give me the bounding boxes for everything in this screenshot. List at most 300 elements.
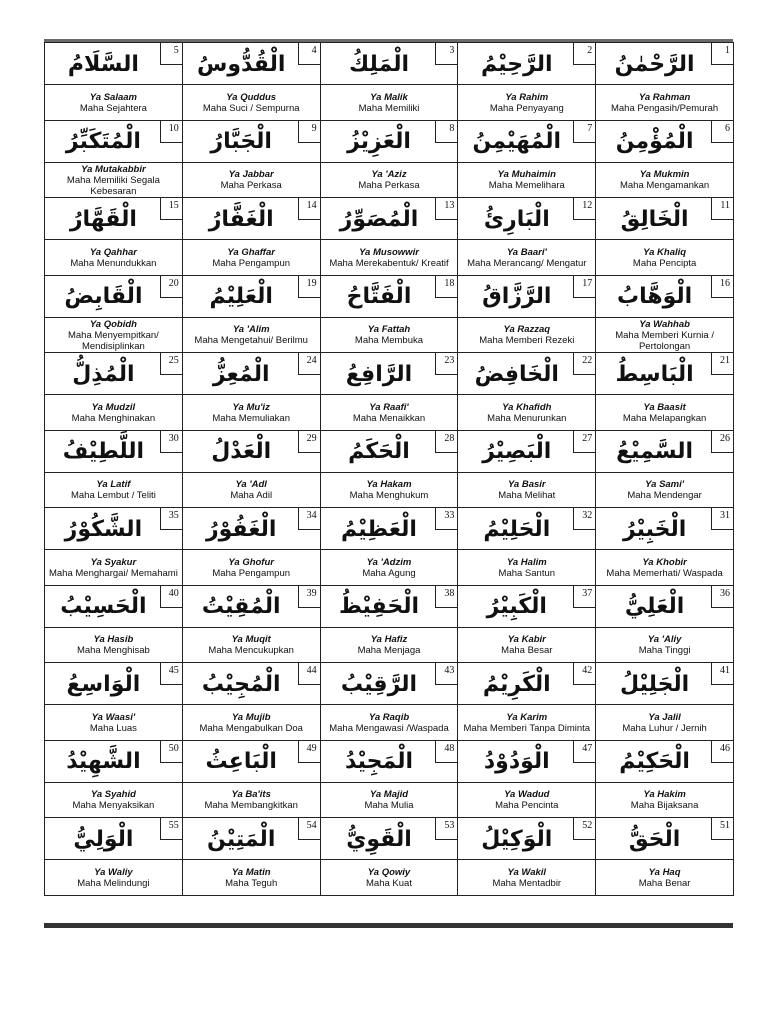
latin-name: Ya Khaliq <box>643 246 687 258</box>
arabic-box <box>458 353 595 395</box>
name-number: 29 <box>298 431 320 453</box>
name-cell <box>458 741 596 819</box>
arabic-box <box>45 431 182 473</box>
latin-name: Ya Karim <box>506 711 548 723</box>
arabic-box <box>458 198 595 240</box>
meaning-text: Maha Menurunkan <box>487 412 567 424</box>
translation-block <box>458 319 595 353</box>
arabic-box <box>45 43 182 85</box>
arabic-box <box>596 586 733 628</box>
name-number: 51 <box>711 818 733 840</box>
name-number: 25 <box>160 353 182 375</box>
translation-block <box>183 241 320 275</box>
name-number: 54 <box>298 818 320 840</box>
arabic-name: الشَّهِيْدُ <box>66 749 141 774</box>
latin-name: Ya Baasit <box>643 401 686 413</box>
meaning-text: Maha Teguh <box>225 877 278 889</box>
name-cell <box>45 663 183 741</box>
meaning-text: Maha Lembut / Teliti <box>70 490 156 502</box>
latin-name: Ya 'Alim <box>232 324 270 336</box>
arabic-name: الْعَدْلُ <box>211 439 272 464</box>
translation-block <box>458 86 595 120</box>
translation-block <box>321 396 458 430</box>
name-number: 53 <box>435 818 457 840</box>
meaning-text: Maha Memiliki Segala Kebesaran <box>66 174 160 197</box>
meaning-text: Maha Membuka <box>354 335 424 347</box>
latin-name: Ya Qobidh <box>89 318 137 330</box>
name-cell <box>458 586 596 664</box>
latin-name: Ya Quddus <box>226 91 277 103</box>
latin-name: Ya Sami' <box>645 479 685 491</box>
name-number: 21 <box>711 353 733 375</box>
latin-name: Ya Haq <box>648 866 681 878</box>
name-cell <box>458 198 596 276</box>
name-number: 8 <box>435 121 457 143</box>
translation-block <box>596 164 733 198</box>
name-cell <box>321 508 459 586</box>
name-number: 50 <box>160 741 182 763</box>
translation-block <box>183 629 320 663</box>
arabic-box <box>45 198 182 240</box>
name-cell <box>183 586 321 664</box>
meaning-text: Maha Memberi Rezeki <box>479 335 575 347</box>
arabic-name: الْبَاعِثُ <box>205 749 277 774</box>
name-cell <box>183 663 321 741</box>
meaning-text: Maha Mentadbir <box>492 877 562 889</box>
name-number: 7 <box>573 121 595 143</box>
meaning-text: Maha Luhur / Jernih <box>622 722 707 734</box>
name-number: 31 <box>711 508 733 530</box>
latin-name: Ya Jalil <box>648 711 681 723</box>
name-number: 43 <box>435 663 457 685</box>
arabic-box <box>183 818 320 860</box>
translation-block <box>596 784 733 818</box>
name-number: 42 <box>573 663 595 685</box>
arabic-name: الْمَلِكُ <box>348 51 410 77</box>
meaning-text: Maha Memelihara <box>488 180 565 192</box>
name-cell <box>321 663 459 741</box>
latin-name: Ya Baari' <box>506 246 547 258</box>
arabic-name: الْمُذِلُّ <box>72 361 135 387</box>
arabic-name: الْحَكِيْمُ <box>619 749 690 774</box>
translation-block <box>321 706 458 740</box>
arabic-name: الْمُعِزُّ <box>212 361 270 387</box>
translation-block <box>45 164 182 198</box>
latin-name: Ya Wadud <box>504 789 550 801</box>
translation-block <box>45 396 182 430</box>
latin-name: Ya Ba'its <box>231 789 271 801</box>
name-number: 44 <box>298 663 320 685</box>
arabic-name: الْوَلِيُّ <box>73 826 134 852</box>
translation-block <box>45 629 182 663</box>
translation-block <box>183 706 320 740</box>
arabic-box <box>321 663 458 705</box>
meaning-text: Maha Besar <box>501 645 553 657</box>
latin-name: Ya Salaam <box>89 91 137 103</box>
arabic-name: الْبَارِئُ <box>483 206 550 232</box>
arabic-box <box>458 663 595 705</box>
latin-name: Ya Mutakabbir <box>81 163 146 175</box>
name-cell <box>321 586 459 664</box>
arabic-name: السَّلَامُ <box>67 51 139 77</box>
latin-name: Ya Basir <box>507 479 546 491</box>
meaning-text: Maha Melindungi <box>77 877 150 889</box>
name-number: 16 <box>711 276 733 298</box>
name-cell <box>45 43 183 121</box>
name-number: 46 <box>711 741 733 763</box>
name-cell <box>183 43 321 121</box>
name-cell <box>183 741 321 819</box>
name-number: 28 <box>435 431 457 453</box>
arabic-name: الْخَافِضُ <box>474 361 559 387</box>
arabic-box <box>321 43 458 85</box>
meaning-text: Maha Mulia <box>364 800 414 812</box>
name-cell <box>45 508 183 586</box>
meaning-text: Maha Membangkitkan <box>204 800 298 812</box>
arabic-name: الْقَوِيُّ <box>346 826 412 852</box>
name-cell <box>321 431 459 509</box>
name-number: 33 <box>435 508 457 530</box>
arabic-name: السَّمِيْعُ <box>616 439 694 464</box>
translation-block <box>321 319 458 353</box>
translation-block <box>321 629 458 663</box>
arabic-box <box>321 121 458 163</box>
meaning-text: Maha Menaikkan <box>352 412 426 424</box>
latin-name: Ya Hafiz <box>370 634 408 646</box>
meaning-text: Maha Benar <box>638 877 691 889</box>
arabic-name: الْحَفِيْظُ <box>338 594 420 619</box>
arabic-name: الْوَهَّابُ <box>616 284 693 309</box>
meaning-text: Maha Menghisab <box>76 645 150 657</box>
meaning-text: Maha Pengampun <box>212 257 291 269</box>
meaning-text: Maha Mengamankan <box>619 180 710 192</box>
name-cell <box>458 43 596 121</box>
arabic-name: الْمَتِيْنُ <box>207 826 276 852</box>
arabic-name: الْمَجِيْدُ <box>344 749 414 774</box>
arabic-name: الْبَاسِطُ <box>615 361 694 387</box>
translation-block <box>183 474 320 508</box>
arabic-name: الرَّحْمٰنُ <box>614 51 695 77</box>
arabic-box <box>321 276 458 318</box>
meaning-text: Maha Pencipta <box>632 257 697 269</box>
name-cell <box>45 198 183 276</box>
translation-block <box>183 396 320 430</box>
arabic-name: الْقَهَّارُ <box>69 206 137 232</box>
name-number: 12 <box>573 198 595 220</box>
translation-block <box>321 241 458 275</box>
name-cell <box>45 276 183 354</box>
name-cell <box>596 663 734 741</box>
meaning-text: Maha Adil <box>230 490 273 502</box>
meaning-text: Maha Menghukum <box>349 490 429 502</box>
arabic-name: اللَّطِيْفُ <box>62 439 145 464</box>
arabic-name: الْوَاسِعُ <box>66 671 141 697</box>
arabic-name: الْحَكَمُ <box>348 439 410 464</box>
name-cell <box>596 353 734 431</box>
name-cell <box>596 741 734 819</box>
name-cell <box>45 121 183 199</box>
meaning-text: Maha Memberi Kurnia / Pertolongan <box>615 329 714 352</box>
latin-name: Ya Qahhar <box>89 246 137 258</box>
latin-name: Ya Halim <box>506 556 547 568</box>
arabic-name: الْفَتَّاحُ <box>346 284 412 309</box>
name-number: 35 <box>160 508 182 530</box>
arabic-box <box>321 198 458 240</box>
latin-name: Ya Mu'iz <box>232 401 270 413</box>
latin-name: Ya Kabir <box>507 634 546 646</box>
translation-block <box>596 474 733 508</box>
arabic-name: الْخَالِقُ <box>620 206 689 232</box>
name-number: 6 <box>711 121 733 143</box>
translation-block <box>458 241 595 275</box>
name-number: 5 <box>160 43 182 65</box>
arabic-box <box>458 43 595 85</box>
arabic-box <box>183 276 320 318</box>
latin-name: Ya Razzaq <box>503 324 551 336</box>
arabic-name: الْمُجِيْبُ <box>201 671 281 697</box>
meaning-text: Maha Luas <box>89 722 137 734</box>
arabic-box <box>596 663 733 705</box>
arabic-box <box>183 43 320 85</box>
arabic-box <box>596 198 733 240</box>
latin-name: Ya Syakur <box>90 556 137 568</box>
name-cell <box>458 818 596 896</box>
name-number: 45 <box>160 663 182 685</box>
arabic-box <box>183 663 320 705</box>
meaning-text: Maha Kuat <box>366 877 412 889</box>
arabic-box <box>458 121 595 163</box>
name-cell <box>596 121 734 199</box>
name-number: 38 <box>435 586 457 608</box>
latin-name: Ya Muhaimin <box>497 169 556 181</box>
arabic-name: الْمُقِيْتُ <box>201 594 281 619</box>
arabic-box <box>596 431 733 473</box>
arabic-box <box>183 121 320 163</box>
latin-name: Ya Fattah <box>367 324 411 336</box>
arabic-box <box>45 741 182 783</box>
translation-block <box>321 86 458 120</box>
arabic-name: الْمُتَكَبِّرُ <box>65 129 141 154</box>
meaning-text: Maha Santun <box>498 567 556 579</box>
arabic-name: الْقَابِضُ <box>64 284 143 309</box>
name-number: 48 <box>435 741 457 763</box>
meaning-text: Maha Mengabulkan Doa <box>199 722 303 734</box>
arabic-name: الْحَلِيْمُ <box>483 516 551 542</box>
name-number: 19 <box>298 276 320 298</box>
translation-block <box>45 861 182 895</box>
name-cell <box>321 43 459 121</box>
name-number: 10 <box>160 121 182 143</box>
latin-name: Ya 'Adzim <box>366 556 412 568</box>
translation-block <box>183 861 320 895</box>
translation-block <box>596 396 733 430</box>
arabic-box <box>183 353 320 395</box>
latin-name: Ya Latif <box>96 479 131 491</box>
latin-name: Ya Raqib <box>368 711 410 723</box>
translation-block <box>596 241 733 275</box>
latin-name: Ya Wahhab <box>639 318 690 330</box>
arabic-box <box>45 663 182 705</box>
name-cell <box>458 276 596 354</box>
name-cell <box>596 431 734 509</box>
latin-name: Ya Muqit <box>231 634 271 646</box>
name-cell <box>596 43 734 121</box>
latin-name: Ya Ghaffar <box>227 246 275 258</box>
arabic-box <box>183 431 320 473</box>
meaning-text: Maha Tinggi <box>638 645 691 657</box>
translation-block <box>458 474 595 508</box>
arabic-box <box>458 276 595 318</box>
meaning-text: Maha Mencukupkan <box>208 645 294 657</box>
name-number: 1 <box>711 43 733 65</box>
arabic-box <box>321 818 458 860</box>
arabic-name: الْمُصَوِّرُ <box>339 206 419 232</box>
arabic-name: الرَّزَّاقُ <box>482 284 552 309</box>
arabic-name: الْجَلِيْلُ <box>619 671 690 697</box>
arabic-name: الْعَزِيْزُ <box>347 129 411 154</box>
meaning-text: Maha Suci / Sempurna <box>202 102 300 114</box>
arabic-name: الْحَسِيْبُ <box>60 594 147 619</box>
name-cell <box>321 818 459 896</box>
name-number: 24 <box>298 353 320 375</box>
name-cell <box>321 276 459 354</box>
translation-block <box>183 319 320 353</box>
name-cell <box>596 586 734 664</box>
arabic-box <box>458 741 595 783</box>
translation-block <box>45 474 182 508</box>
name-number: 18 <box>435 276 457 298</box>
arabic-box <box>321 741 458 783</box>
arabic-box <box>596 276 733 318</box>
latin-name: Ya Jabbar <box>228 169 274 181</box>
arabic-box <box>596 43 733 85</box>
meaning-text: Maha Menundukkan <box>70 257 157 269</box>
arabic-name: الرَّافِعُ <box>345 361 413 387</box>
translation-block <box>321 474 458 508</box>
translation-block <box>458 551 595 585</box>
arabic-name: الْغَفَّارُ <box>208 206 274 232</box>
name-number: 27 <box>573 431 595 453</box>
arabic-box <box>458 818 595 860</box>
meaning-text: Maha Pengasih/Pemurah <box>610 102 719 114</box>
latin-name: Ya Mudzil <box>91 401 136 413</box>
translation-block <box>596 706 733 740</box>
latin-name: Ya Khafidh <box>502 401 552 413</box>
arabic-name: الْجَبَّارُ <box>210 129 272 154</box>
latin-name: Ya 'Adl <box>235 479 267 491</box>
arabic-box <box>321 353 458 395</box>
name-cell <box>596 276 734 354</box>
latin-name: Ya Raafi' <box>369 401 409 413</box>
translation-block <box>183 164 320 198</box>
arabic-name: الْكَرِيْمُ <box>482 671 551 697</box>
latin-name: Ya Majid <box>369 789 409 801</box>
name-number: 47 <box>573 741 595 763</box>
latin-name: Ya 'Aziz <box>371 169 407 181</box>
latin-name: Ya Ghofur <box>228 556 274 568</box>
name-cell <box>458 353 596 431</box>
name-number: 9 <box>298 121 320 143</box>
translation-block <box>321 551 458 585</box>
meaning-text: Maha Bijaksana <box>630 800 699 812</box>
name-number: 30 <box>160 431 182 453</box>
latin-name: Ya Rahim <box>505 91 549 103</box>
meaning-text: Maha Menyempitkan/ Mendisiplinkan <box>67 329 159 352</box>
meaning-text: Maha Sejahtera <box>79 102 147 114</box>
name-cell <box>458 663 596 741</box>
name-number: 11 <box>711 198 733 220</box>
name-cell <box>45 353 183 431</box>
name-number: 49 <box>298 741 320 763</box>
name-cell <box>183 198 321 276</box>
name-number: 22 <box>573 353 595 375</box>
arabic-name: الْمُؤْمِنُ <box>615 129 694 154</box>
latin-name: Ya Hakam <box>366 479 412 491</box>
name-number: 13 <box>435 198 457 220</box>
meaning-text: Maha Melihat <box>498 490 556 502</box>
meaning-text: Maha Menghinakan <box>71 412 156 424</box>
name-number: 26 <box>711 431 733 453</box>
arabic-name: الْعَلِيُّ <box>624 594 685 619</box>
name-number: 14 <box>298 198 320 220</box>
latin-name: Ya Hasib <box>93 634 134 646</box>
arabic-name: الْخَبِيْرُ <box>622 516 687 542</box>
arabic-box <box>596 121 733 163</box>
name-cell <box>183 276 321 354</box>
latin-name: Ya Waasi' <box>91 711 136 723</box>
name-number: 3 <box>435 43 457 65</box>
name-cell <box>458 508 596 586</box>
name-cell <box>596 198 734 276</box>
meaning-text: Maha Mengetahui/ Berilmu <box>194 335 308 347</box>
name-cell <box>183 508 321 586</box>
name-cell <box>321 741 459 819</box>
meaning-text: Maha Pencinta <box>495 800 559 812</box>
latin-name: Ya Musowwir <box>359 246 419 258</box>
arabic-box <box>596 353 733 395</box>
meaning-text: Maha Merancang/ Mengatur <box>467 257 587 269</box>
name-number: 15 <box>160 198 182 220</box>
arabic-box <box>183 508 320 550</box>
arabic-box <box>458 508 595 550</box>
arabic-box <box>45 586 182 628</box>
latin-name: Ya Syahid <box>90 789 136 801</box>
arabic-name: الْوَدُوْدُ <box>483 749 550 774</box>
arabic-name: الْكَبِيْرُ <box>486 594 547 619</box>
bottom-border-bar <box>44 923 733 928</box>
name-cell <box>183 818 321 896</box>
arabic-name: الْعَظِيْمُ <box>341 516 417 542</box>
translation-block <box>321 784 458 818</box>
name-number: 2 <box>573 43 595 65</box>
arabic-name: الرَّحِيْمُ <box>481 51 553 77</box>
arabic-box <box>321 508 458 550</box>
translation-block <box>458 706 595 740</box>
translation-block <box>596 86 733 120</box>
translation-block <box>183 784 320 818</box>
meaning-text: Maha Menghargai/ Memahami <box>48 567 178 579</box>
name-cell <box>183 353 321 431</box>
name-cell <box>183 121 321 199</box>
meaning-text: Maha Perkasa <box>358 180 420 192</box>
latin-name: Ya Mujib <box>231 711 271 723</box>
arabic-box <box>183 198 320 240</box>
arabic-box <box>321 586 458 628</box>
latin-name: Ya Hakim <box>643 789 686 801</box>
latin-name: Ya Malik <box>370 91 408 103</box>
name-number: 55 <box>160 818 182 840</box>
name-number: 23 <box>435 353 457 375</box>
